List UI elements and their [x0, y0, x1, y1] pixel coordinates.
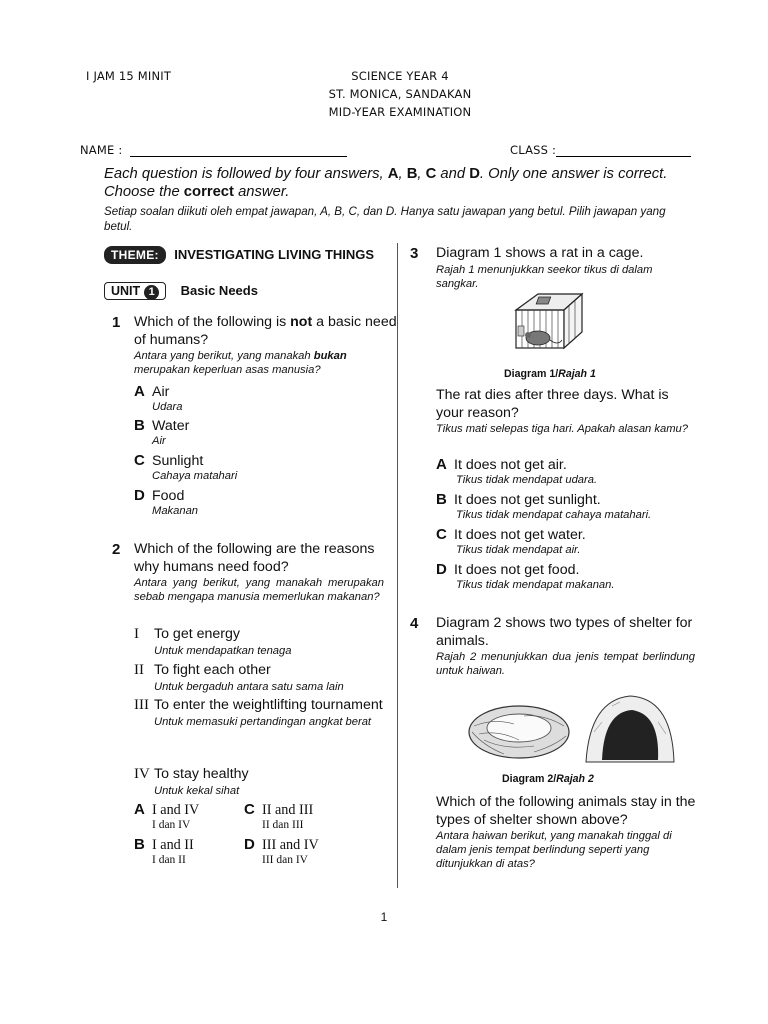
class-label: CLASS :: [510, 143, 557, 157]
q2-option-d[interactable]: D III and IV III dan IV: [244, 836, 319, 866]
school-name: ST. MONICA, SANDAKAN: [328, 87, 472, 101]
q4-question-text: Which of the following animals stay in the types of shelter shown above?: [436, 794, 696, 828]
question-4: [410, 615, 695, 678]
q1-option-d[interactable]: D Food Makanan: [134, 487, 199, 517]
question-text: Which of the following are the reasons why humans need food?: [134, 541, 375, 575]
q3-option-c[interactable]: C It does not get water. Tikus tidak mendapat air.: [436, 526, 586, 556]
duration-label: I JAM 15 MINIT: [86, 69, 172, 83]
unit-title: Basic Needs: [180, 283, 258, 298]
unit-number: 1: [144, 285, 159, 300]
q1-option-a[interactable]: A Air Udara: [134, 383, 183, 413]
q3-option-d[interactable]: D It does not get food. Tikus tidak mendapat makanan.: [436, 561, 615, 591]
theme-heading: [104, 246, 374, 264]
name-field-line[interactable]: [130, 142, 347, 157]
question-text-ms: Antara yang berikut, yang manakah merupakan sebab mengapa manusia memerlukan makanan?: [134, 577, 384, 603]
q1-option-b[interactable]: B Water Air: [134, 417, 190, 447]
q2-option-c[interactable]: C II and III II dan III: [244, 801, 314, 831]
question-3: [410, 245, 695, 291]
question-text-ms: Rajah 2 menunjukkan dua jenis tempat berlindung untuk haiwan.: [436, 651, 695, 677]
page-number: 1: [380, 910, 388, 924]
name-label: NAME :: [80, 143, 123, 157]
question-text: Diagram 2 shows two types of shelter for animals.: [436, 615, 693, 649]
unit-badge: UNIT 1: [104, 282, 166, 300]
diagram-2-caption: Diagram 2/Rajah 2: [502, 773, 594, 785]
q2-statement-ii: II To fight each other Untuk bergaduh antara satu sama lain: [134, 662, 344, 693]
q2-option-b[interactable]: B I and II I dan II: [134, 836, 194, 866]
question-text: Which of the following is not a basic need of humans?: [134, 314, 397, 348]
q3-option-a[interactable]: A It does not get air. Tikus tidak mendapat udara.: [436, 456, 598, 486]
exam-title: MID-YEAR EXAMINATION: [328, 105, 472, 119]
q3-option-b[interactable]: B It does not get sunlight. Tikus tidak mendapat cahaya matahari.: [436, 491, 652, 521]
q3-question-text: The rat dies after three days. What is your reason?: [436, 387, 669, 421]
rat-cage-diagram: [508, 288, 588, 354]
q3-question-text-ms: Tikus mati selepas tiga hari. Apakah alasan kamu?: [436, 423, 688, 435]
question-2: [112, 541, 384, 604]
q2-statement-i: I To get energy Untuk mendapatkan tenaga: [134, 626, 292, 657]
diagram-1-caption: Diagram 1/Rajah 1: [504, 368, 596, 380]
q2-statement-iii: III To enter the weightlifting tournament Untuk memasuki pertandingan angkat berat: [134, 697, 383, 728]
question-text-ms: Rajah 1 menunjukkan seekor tikus di dalam sangkar.: [436, 263, 653, 290]
question-1: [112, 314, 402, 377]
instructions: Each question is followed by four answers, A, B, C and D. Only one answer is correct. Choose the correct answer.: [104, 166, 668, 200]
question-number: 3: [410, 245, 419, 262]
subject-title: SCIENCE YEAR 4: [351, 69, 449, 83]
burrow-diagram: [582, 692, 677, 768]
instructions-ms: Setiap soalan diikuti oleh empat jawapan, A, B, C, dan D. Hanya satu jawapan yang betul. Pilih jawapan yang betul.: [104, 205, 666, 233]
question-text: Diagram 1 shows a rat in a cage.: [436, 245, 644, 261]
q4-question-text-ms: Antara haiwan berikut, yang manakah tinggal di dalam jenis tempat berlindung seperti yang ditunjukkan di atas?: [436, 830, 672, 870]
q3-question: [436, 387, 696, 436]
theme-badge: THEME:: [104, 246, 166, 264]
nest-diagram: [464, 696, 574, 766]
question-number: 2: [112, 541, 121, 558]
q1-option-c[interactable]: C Sunlight Cahaya matahari: [134, 452, 238, 482]
theme-title: INVESTIGATING LIVING THINGS: [174, 247, 375, 262]
unit-heading: [104, 282, 258, 300]
q4-question: [436, 794, 696, 871]
column-divider: [397, 243, 398, 888]
q2-statement-iv: IV To stay healthy Untuk kekal sihat: [134, 766, 249, 797]
question-text-ms: Antara yang berikut, yang manakah bukan merupakan keperluan asas manusia?: [134, 350, 347, 376]
class-field-line[interactable]: [556, 142, 691, 157]
q2-option-a[interactable]: A I and IV I dan IV: [134, 801, 200, 831]
question-number: 4: [410, 615, 419, 632]
question-number: 1: [112, 314, 121, 331]
